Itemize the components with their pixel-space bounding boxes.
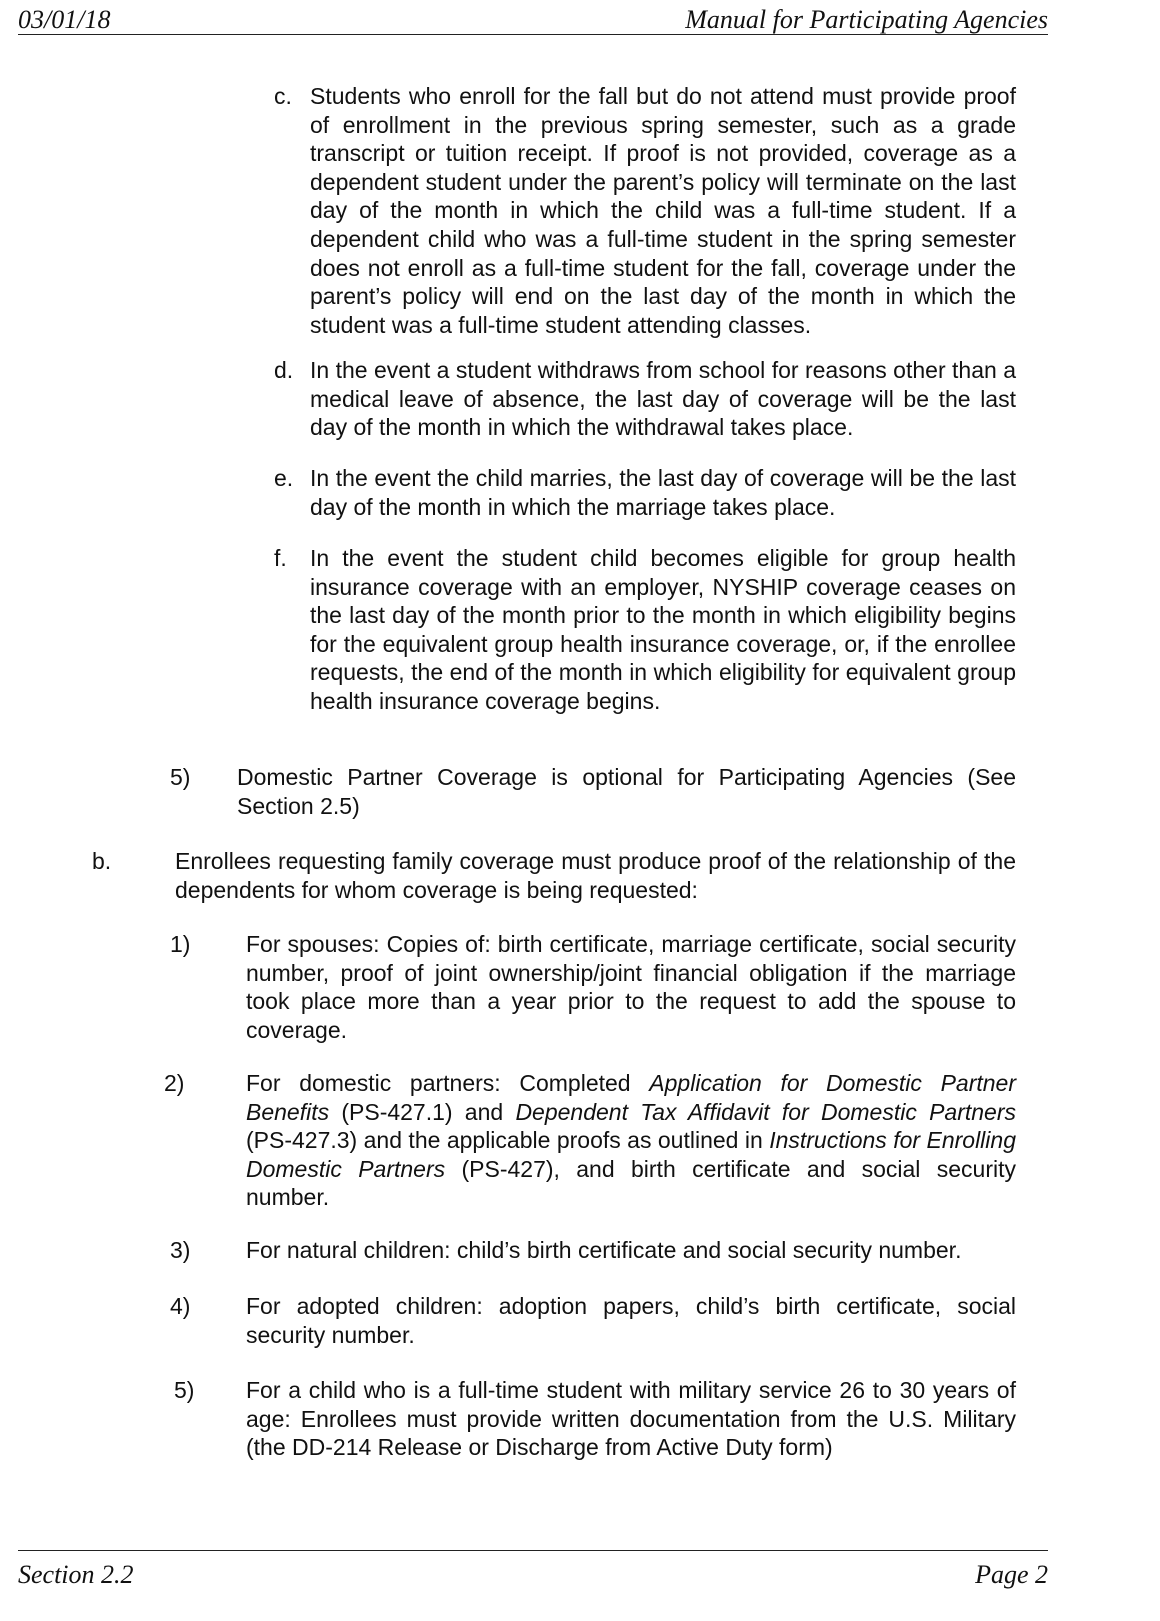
page-header	[18, 2, 1048, 35]
item-text: For adopted children: adoption papers, child’s birth certificate, social security number.	[246, 1293, 1016, 1348]
footer-page-number: Page 2	[975, 1560, 1048, 1589]
item-text: For a child who is a full-time student with military service 26 to 30 years of age: Enrollees must provide written documentation from the U.S. Military (the DD-214 Release or Discharge from Active Duty form)	[246, 1377, 1016, 1461]
item-text: For natural children: child’s birth certificate and social security number.	[246, 1237, 962, 1263]
item-marker: 3)	[170, 1237, 191, 1263]
item-marker: b.	[92, 848, 112, 874]
item-text: Domestic Partner Coverage is optional for Participating Agencies (See Section 2.5)	[237, 764, 1016, 819]
header-date: 03/01/18	[18, 5, 111, 34]
item-marker: 1)	[170, 931, 191, 957]
form-title: Dependent Tax Affidavit for Domestic Partners	[515, 1098, 1016, 1125]
item-marker: f.	[274, 545, 287, 571]
item-marker: 5)	[174, 1377, 195, 1403]
item-text: Students who enroll for the fall but do not attend must provide proof of enrollment in the previous spring semester, such as a grade transcript or tuition receipt. If proof is not provided, coverage as a dependent student under the parent’s policy will terminate on the last day of the month in which the child was a full-time student. If a dependent child who was a full-time student in the spring semester does not enroll as a full-time student for the fall, coverage under the parent’s policy will end on the last day of the month in which the student was a full-time student attending classes.	[310, 83, 1016, 338]
item-marker: 2)	[164, 1070, 185, 1096]
page-footer	[18, 1550, 1048, 1591]
item-text: In the event the student child becomes eligible for group health insurance coverage with an employer, NYSHIP coverage ceases on the last day of the month prior to the month in which eligibility begins for the equivalent group health insurance coverage, or, if the enrollee requests, the end of the month in which eligibility for equivalent group health insurance coverage begins.	[310, 545, 1016, 714]
form-title: Instructions for Enrolling Domestic Partners	[246, 1127, 1016, 1182]
item-text: Enrollees requesting family coverage must produce proof of the relationship of the dependents for whom coverage is being requested:	[175, 848, 1016, 903]
item-marker: d.	[274, 357, 294, 383]
header-title: Manual for Participating Agencies	[685, 5, 1048, 34]
item-text: For domestic partners: Completed Application for Domestic Partner Benefits (PS-427.1) and Dependent Tax Affidavit for Domestic Partners (PS-427.3) and the applicable proofs as outlined in Instructions for Enrolling Domestic Partners (PS-427), and birth certificate and social security number.	[246, 1070, 1016, 1211]
footer-section: Section 2.2	[18, 1560, 134, 1589]
item-text: In the event a student withdraws from school for reasons other than a medical leave of absence, the last day of coverage will be the last day of the month in which the withdrawal takes place.	[310, 357, 1016, 441]
form-title: Application for Domestic Partner Benefits	[246, 1070, 1016, 1125]
item-marker: e.	[274, 465, 294, 491]
item-text: For spouses: Copies of: birth certificate, marriage certificate, social security number, proof of joint ownership/joint financial obligation if the marriage took place more than a year prior to the request to add the spouse to coverage.	[246, 931, 1016, 1043]
item-marker: 5)	[170, 764, 191, 790]
item-marker: 4)	[170, 1293, 191, 1319]
item-text: In the event the child marries, the last day of coverage will be the last day of the month in which the marriage takes place.	[310, 465, 1016, 520]
item-marker: c.	[274, 83, 292, 109]
